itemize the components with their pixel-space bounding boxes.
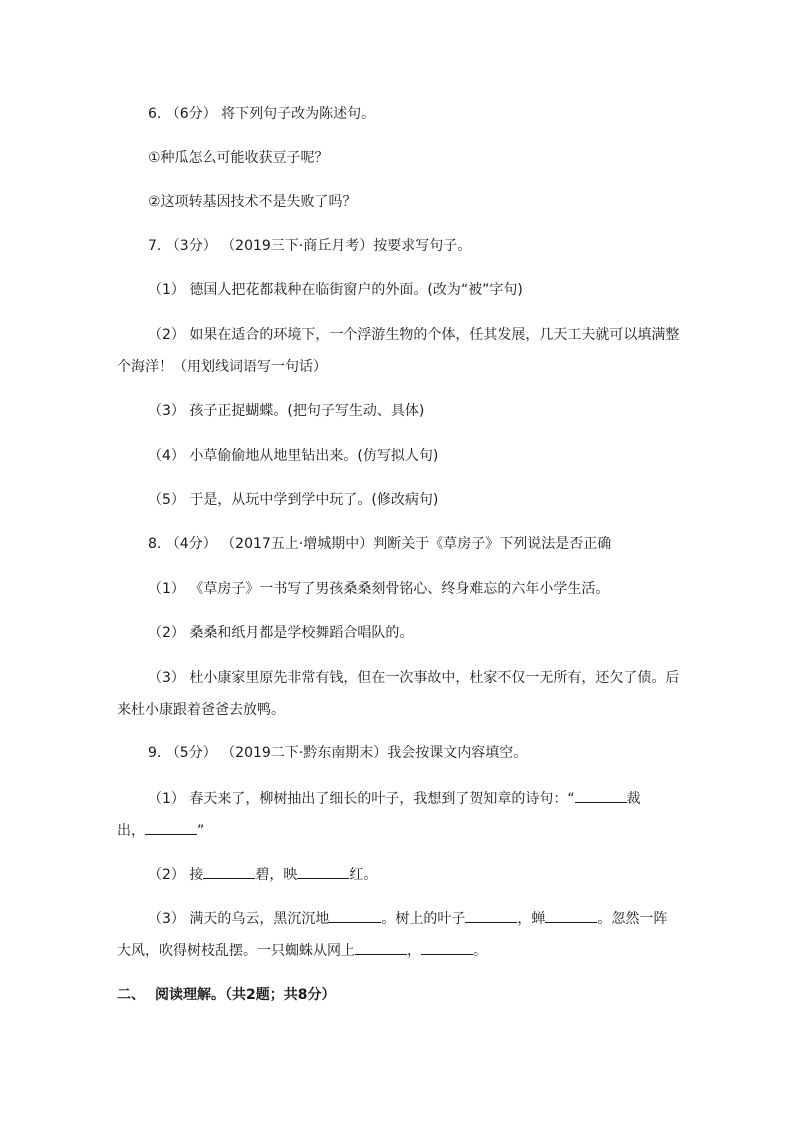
q8-item-3: （3） 杜小康家里原先非常有钱，但在一次事故中，杜家不仅一无所有，还欠了债。后	[148, 670, 680, 686]
q9-p3-text3: ，蝉	[517, 911, 546, 927]
section-title: 阅读理解。（共2题；共8分）	[155, 987, 336, 1003]
q9-p1-text4: ”	[197, 823, 205, 839]
q9-part-1	[148, 788, 641, 809]
q7-item-3: （3） 孩子正捉蝴蝶。(把句子写生动、具体)	[148, 403, 425, 419]
q9-part-3	[148, 908, 667, 929]
answer-blank[interactable]	[421, 940, 473, 955]
q9-p3-text: （3） 满天的乌云，黑沉沉地	[148, 911, 330, 927]
answer-blank[interactable]	[203, 864, 255, 879]
q9-p2-text3: 红。	[349, 867, 378, 883]
q9-p2-text: （2） 接	[148, 867, 204, 883]
answer-blank[interactable]	[545, 908, 597, 923]
q9-p1-text: （1） 春天来了，柳树抽出了细长的叶子，我想到了贺知章的诗句：“	[148, 791, 575, 807]
answer-blank[interactable]	[575, 788, 627, 803]
answer-blank[interactable]	[297, 864, 349, 879]
q6-item-1: ①种瓜怎么可能收获豆子呢？	[148, 150, 329, 166]
q9-p3-text7: 。	[473, 943, 487, 959]
q9-part-1-cont	[117, 820, 204, 841]
answer-blank[interactable]	[355, 940, 407, 955]
q6-heading: 6. （6分） 将下列句子改为陈述句。	[148, 106, 376, 122]
q7-item-1: （1） 德国人把花都栽种在临街窗户的外面。(改为“被”字句)	[148, 282, 523, 298]
q9-p3-text2: 。树上的叶子	[381, 911, 466, 927]
q9-p3-text6: ，	[407, 943, 421, 959]
q7-item-4: （4） 小草偷偷地从地里钻出来。(仿写拟人句)	[148, 448, 439, 464]
q9-p3-text4: 。忽然一阵	[597, 911, 668, 927]
q7-item-2-cont: 个海洋！（用划线词语写一句话）	[117, 359, 327, 375]
q9-part-2	[148, 864, 377, 885]
q9-p1-text2: 裁	[626, 791, 641, 807]
answer-blank[interactable]	[465, 908, 517, 923]
section-number: 二、	[117, 987, 145, 1003]
q7-item-5: （5） 于是，从玩中学到学中玩了。(修改病句)	[148, 492, 439, 508]
q7-item-2: （2） 如果在适合的环境下，一个浮游生物的个体，任其发展，几天工夫就可以填满整	[148, 327, 680, 343]
q6-item-2: ②这项转基因技术不是失败了吗？	[148, 194, 357, 210]
q7-heading: 7. （3分） （2019三下·商丘月考）按要求写句子。	[148, 238, 472, 254]
answer-blank[interactable]	[145, 820, 197, 835]
q9-part-3-cont	[117, 940, 487, 961]
section-heading	[117, 985, 335, 1005]
q8-item-1: （1） 《草房子》一书写了男孩桑桑刻骨铭心、终身难忘的六年小学生活。	[148, 581, 610, 597]
q8-heading: 8. （4分） （2017五上·增城期中）判断关于《草房子》下列说法是否正确	[148, 536, 612, 552]
q9-p2-text2: 碧，映	[255, 867, 298, 883]
q8-item-3-cont: 来杜小康跟着爸爸去放鸭。	[117, 702, 285, 718]
q9-p3-text5: 大风，吹得树枝乱摆。一只蜘蛛从网上	[117, 943, 355, 959]
q9-p1-text3: 出，	[117, 823, 145, 839]
q9-heading: 9. （5分） （2019二下·黔东南期末）我会按课文内容填空。	[148, 745, 528, 761]
q8-item-2: （2） 桑桑和纸月都是学校舞蹈合唱队的。	[148, 625, 414, 641]
answer-blank[interactable]	[329, 908, 381, 923]
